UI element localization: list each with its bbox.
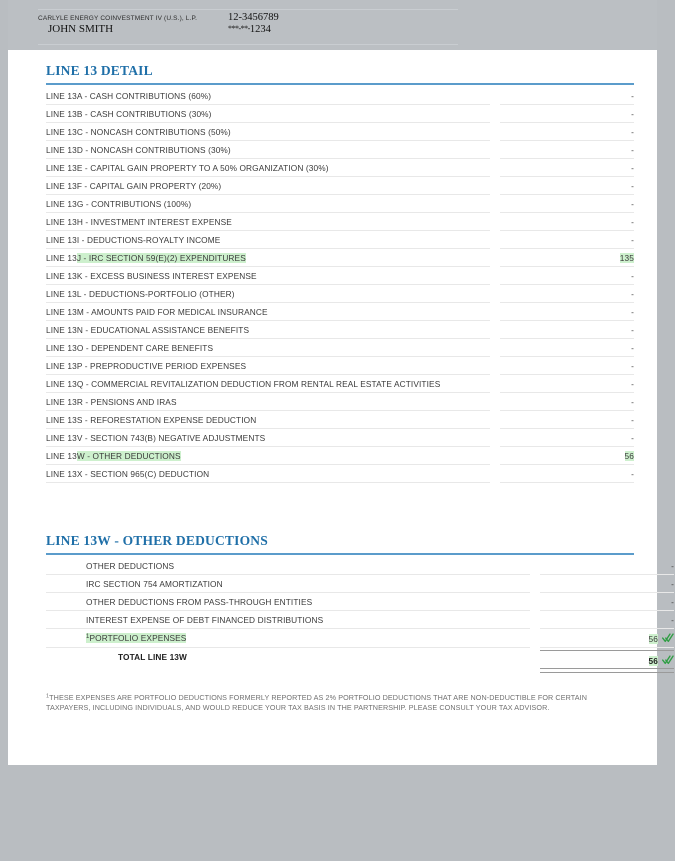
row-value-text: - [671,614,674,625]
table-row [46,158,634,176]
column-gap [490,266,500,284]
row-label [46,266,490,284]
row-label-text: LINE 13A - CASH CONTRIBUTIONS (60%) [46,90,212,101]
row-value [540,557,674,575]
line-13w-table [46,557,674,669]
row-label-text: OTHER DEDUCTIONS FROM PASS-THROUGH ENTITIES [86,596,313,607]
row-label-text: LINE 13R - PENSIONS AND IRAS [46,396,177,407]
table-row [46,230,634,248]
entity-row [38,12,458,23]
row-label [46,628,530,647]
row-label [46,140,490,158]
row-value [500,338,634,356]
row-label [46,284,490,302]
row-value [500,410,634,428]
column-gap [490,464,500,482]
row-value-text: - [631,432,634,443]
table-row [46,628,674,647]
row-label [46,610,530,628]
row-value [500,284,634,302]
row-label-text: LINE 13N - EDUCATIONAL ASSISTANCE BENEFITS [46,324,250,335]
row-value [500,212,634,230]
row-label-text: LINE 13F - CAPITAL GAIN PROPERTY (20%) [46,180,222,191]
row-value-text: - [631,198,634,209]
column-gap [490,284,500,302]
row-label-text: LINE 13I - DEDUCTIONS-ROYALTY INCOME [46,234,221,245]
row-value-text: 56 [624,450,634,461]
column-gap [490,87,500,105]
row-value-text: - [631,108,634,119]
column-gap [490,176,500,194]
column-gap [490,338,500,356]
table-row [46,122,634,140]
table-row [46,248,634,266]
row-value [500,266,634,284]
table-row [46,320,634,338]
row-label [46,212,490,230]
row-label-text: LINE 13V - SECTION 743(B) NEGATIVE ADJUSTMENTS [46,432,266,443]
identity-rule-bottom [38,44,458,45]
entity-name: CARLYLE ENERGY COINVESTMENT IV (U.S.), L.P. [38,15,198,22]
row-value [500,356,634,374]
line-13-detail-table [46,87,634,483]
row-value-text: - [631,414,634,425]
row-value [540,628,674,647]
row-value-text: - [631,378,634,389]
table-row [46,176,634,194]
row-value-text: 56 [648,633,658,644]
column-gap [530,574,540,592]
line-13w-rows [46,557,674,669]
row-label-text: LINE 13X - SECTION 965(C) DEDUCTION [46,468,210,479]
row-label [46,302,490,320]
row-label-prefix: LINE 13 [46,450,77,461]
footnote-reference: 1 [86,633,90,640]
row-value-text: - [631,288,634,299]
table-row [46,140,634,158]
row-label [46,557,530,575]
table-row [46,338,634,356]
total-rule-double [540,668,674,673]
table-row [46,392,634,410]
row-value [500,140,634,158]
row-label [46,428,490,446]
row-label-text: IRC SECTION 754 AMORTIZATION [86,578,223,589]
row-label-text: LINE 13S - REFORESTATION EXPENSE DEDUCTION [46,414,257,425]
section-title-line-13w: LINE 13W - OTHER DEDUCTIONS [46,533,268,548]
row-value [500,320,634,338]
row-value-text: - [671,596,674,607]
column-gap [490,194,500,212]
row-value [500,87,634,105]
row-label [46,464,490,482]
row-value [500,122,634,140]
column-gap [530,647,540,669]
row-label [46,356,490,374]
row-value-text: - [631,234,634,245]
row-label [46,374,490,392]
column-gap [490,428,500,446]
table-row [46,87,634,105]
double-check-icon [662,633,674,643]
partner-ssn-mask: ***-**- [228,24,250,33]
table-row [46,464,634,482]
total-row [46,647,674,669]
row-value-text: - [631,342,634,353]
column-gap [530,557,540,575]
row-value [500,104,634,122]
document-page [8,0,674,765]
column-gap [530,628,540,647]
column-gap [490,410,500,428]
row-label [46,122,490,140]
row-value [500,248,634,266]
column-gap [490,374,500,392]
table-row [46,302,634,320]
row-value-text: - [671,578,674,589]
total-value-text: 56 [648,655,658,666]
table-row [46,428,634,446]
column-gap [530,592,540,610]
row-label [46,320,490,338]
double-check-icon [662,655,674,665]
section-title-line-13-detail: LINE 13 DETAIL [46,63,153,78]
table-row [46,410,634,428]
total-value-wrap [540,652,674,666]
row-label-prefix: LINE 13 [46,252,77,263]
row-value [540,610,674,628]
column-gap [490,248,500,266]
column-gap [490,212,500,230]
row-value-text: - [671,560,674,571]
column-gap [490,446,500,464]
row-label-text: LINE 13C - NONCASH CONTRIBUTIONS (50%) [46,126,231,137]
row-label-text: LINE 13D - NONCASH CONTRIBUTIONS (30%) [46,144,231,155]
row-label-highlighted: W - OTHER DEDUCTIONS [76,450,181,461]
row-label [46,176,490,194]
column-gap [490,140,500,158]
column-gap [530,610,540,628]
row-label-text: LINE 13M - AMOUNTS PAID FOR MEDICAL INSURANCE [46,306,268,317]
taxpayer-header-band [8,0,657,50]
row-label [46,592,530,610]
row-value [500,392,634,410]
table-row [46,284,634,302]
entity-ein: 12-3456789 [228,12,279,23]
row-value-text: - [631,180,634,191]
partner-ssn [228,24,271,35]
table-row [46,374,634,392]
partner-name: JOHN SMITH [48,23,114,35]
row-label-highlighted: J - IRC SECTION 59(E)(2) EXPENDITURES [76,252,246,263]
row-value [500,158,634,176]
table-row [46,194,634,212]
line-13w-other-deductions-section [46,533,674,669]
column-gap [490,104,500,122]
row-value-text: - [631,468,634,479]
section-rule-2 [46,553,634,555]
table-row [46,266,634,284]
footnote-marker: 1 [46,693,50,700]
row-label-text: OTHER DEDUCTIONS [86,560,175,571]
footnote-text: THESE EXPENSES ARE PORTFOLIO DEDUCTIONS FORMERLY REPORTED AS 2% PORTFOLIO DEDUCTIONS THAT ARE NON-DEDUCTIBLE FOR CERTAIN TAXPAYERS, INCLUDING INDIVIDUALS, AND WOULD REDUCE YOUR TAX BASIS IN THE PARTNERSHIP. PLEASE CONSULT YOUR TAX ADVISOR. [46,693,588,713]
row-label-text: LINE 13Q - COMMERCIAL REVITALIZATION DEDUCTION FROM RENTAL REAL ESTATE ACTIVITIES [46,378,441,389]
row-value [500,446,634,464]
column-gap [490,122,500,140]
table-row [46,574,674,592]
row-value [500,374,634,392]
row-label-text: LINE 13E - CAPITAL GAIN PROPERTY TO A 50% ORGANIZATION (30%) [46,162,329,173]
row-label [46,158,490,176]
total-label: TOTAL LINE 13W [118,651,187,662]
row-label [46,230,490,248]
row-value [500,176,634,194]
row-value [500,194,634,212]
row-value-text: 135 [619,252,634,263]
row-label-text: LINE 13K - EXCESS BUSINESS INTEREST EXPENSE [46,270,257,281]
column-gap [490,392,500,410]
row-value-text: - [631,144,634,155]
row-label [46,446,490,464]
row-label [46,574,530,592]
row-value-text: - [631,396,634,407]
partner-ssn-last4: 1234 [249,24,271,35]
row-value-text: - [631,270,634,281]
row-label-text: LINE 13H - INVESTMENT INTEREST EXPENSE [46,216,232,227]
row-label [46,104,490,122]
row-value-text: - [631,126,634,137]
row-value [540,592,674,610]
column-gap [490,158,500,176]
row-value-text: - [631,306,634,317]
table-row [46,104,634,122]
table-row [46,557,674,575]
section-rule [46,83,634,85]
table-row [46,212,634,230]
table-row [46,446,634,464]
column-gap [490,320,500,338]
table-row [46,610,674,628]
row-value [500,302,634,320]
line-13-detail-section [46,63,634,483]
row-value [500,428,634,446]
row-label [46,338,490,356]
column-gap [490,230,500,248]
total-rule-above [540,650,674,651]
row-label-text: LINE 13L - DEDUCTIONS-PORTFOLIO (OTHER) [46,288,235,299]
row-label-text: LINE 13P - PREPRODUCTIVE PERIOD EXPENSES [46,360,247,371]
taxpayer-identity-block [38,12,458,42]
row-value-text: - [631,90,634,101]
column-gap [490,356,500,374]
row-label [46,410,490,428]
row-label [46,248,490,266]
row-label-text: LINE 13O - DEPENDENT CARE BENEFITS [46,342,214,353]
row-value [540,574,674,592]
row-label [46,392,490,410]
table-row [46,356,634,374]
row-label [46,194,490,212]
row-value [500,464,634,482]
row-label-text: LINE 13G - CONTRIBUTIONS (100%) [46,198,192,209]
row-label-highlighted: $^1$PORTFOLIO EXPENSES [86,632,187,643]
total-value [540,647,674,669]
row-value-text: - [631,216,634,227]
row-value-text: - [631,162,634,173]
row-label-text: LINE 13B - CASH CONTRIBUTIONS (30%) [46,108,212,119]
identity-rule-top [38,9,458,10]
partner-row [38,23,458,35]
table-row [46,592,674,610]
column-gap [490,302,500,320]
row-value [500,230,634,248]
row-value-text: - [631,360,634,371]
footnote [46,693,626,714]
row-label [46,87,490,105]
row-label-text: INTEREST EXPENSE OF DEBT FINANCED DISTRIBUTIONS [86,614,324,625]
row-value-text: - [631,324,634,335]
line-13-detail-rows [46,87,634,483]
